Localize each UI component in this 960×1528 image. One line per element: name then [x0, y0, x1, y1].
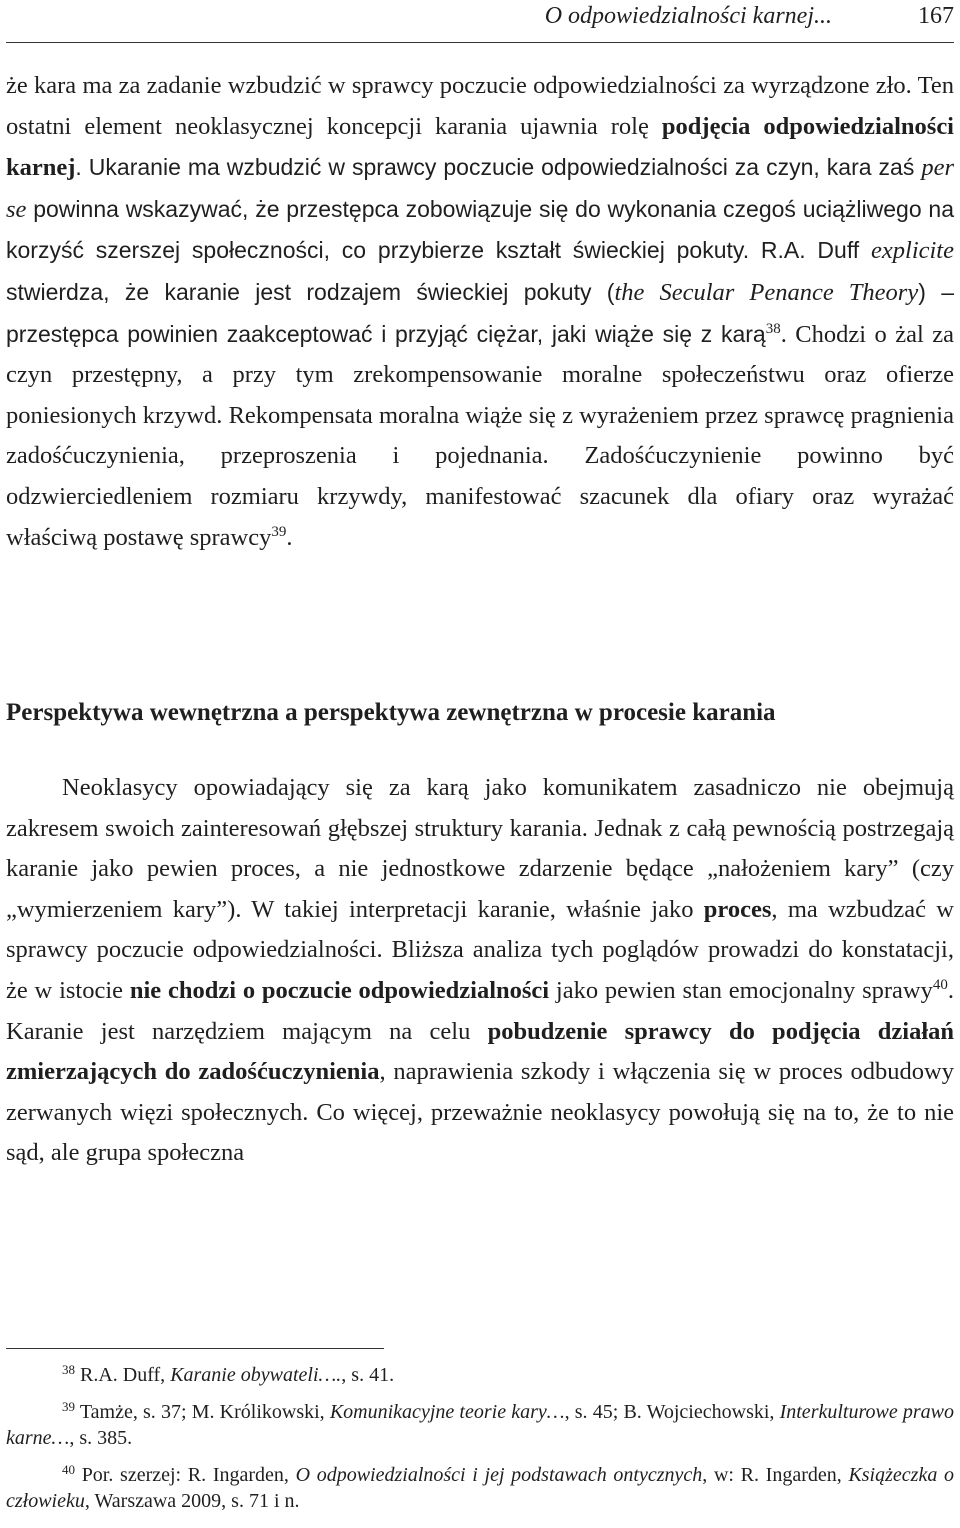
footnote-number: 40: [62, 1461, 75, 1477]
text-run: . Chodzi o żal za czyn przestępny, a przy tym zrekompensowanie moralne społeczeństwu oraz ofierze poniesionych krzywd. Rekompensata moralna wiąże się z wyrażeniem przez sprawcę pragnienia zadośćuczynienia, przeproszenia i pojednania. Zadośćuczynienie powinno być odzwierciedleniem rozmiaru krzywdy, manifestować szacunek dla ofiary oraz wyrażać właściwą postawę sprawcy: [6, 320, 954, 551]
section-heading: Perspektywa wewnętrzna a perspektywa zewnętrzna w procesie karania: [6, 699, 776, 726]
footnote-rule: [6, 1348, 384, 1349]
italic-phrase: per se: [6, 154, 954, 223]
footnote-38: [6, 1362, 954, 1388]
text-run: Neoklasycy opowiadający się za karą jako komunikatem zasadniczo nie obejmują zakresem swoich zainteresowań głębszej struktury karania. Jednak z całą pewnością postrzegają karanie jako pewien proces, a nie jednostkowe zdarzenie będące „nałożeniem kary” (czy „wymierzeniem kary”). W takiej interpretacji karanie, właśnie jako: [6, 774, 954, 923]
footnote-title: Komunikacyjne teorie kary…: [329, 1401, 565, 1423]
footnote-number: 39: [62, 1398, 75, 1414]
footnote-40: [6, 1462, 954, 1514]
footnote-text: , w: R. Ingarden,: [702, 1464, 849, 1486]
footnote-text: R.A. Duff,: [80, 1364, 171, 1386]
page-number: 167: [918, 3, 954, 29]
running-title: O odpowiedzialności karnej...: [544, 3, 832, 29]
footnote-title: Książeczka o człowieku: [6, 1464, 954, 1512]
italic-phrase: the Secular Penance Theory: [614, 278, 919, 306]
footnote-text: , s. 41.: [341, 1364, 395, 1386]
footnote-ref-38[interactable]: 38: [765, 320, 781, 337]
footnote-number: 38: [62, 1361, 75, 1377]
text-run: . Ukaranie ma wzbudzić w sprawcy poczucie odpowiedzialności za czyn, kara zaś: [75, 154, 922, 181]
paragraph-2: [6, 768, 954, 1174]
text-run: , ma wzbudzać w sprawcy poczucie odpowiedzialności. Bliższa analiza tych poglądów prowadzi do konstatacji, że w istocie: [6, 895, 954, 1004]
italic-phrase: explicite: [871, 237, 954, 265]
text-run: .: [286, 523, 293, 551]
footnote-title: O odpowiedzialności i jej podstawach ontycznych: [295, 1464, 703, 1486]
text-run: . Karanie jest narzędziem mającym na celu: [6, 976, 955, 1045]
text-run: ) – przestępca powinien zaakceptować i przyjąć ciężar, jaki wiąże się z karą: [6, 278, 955, 347]
text-run: powinna wskazywać, że przestępca zobowiązuje się do wykonania czegoś uciążliwego na korzyść szerszej społeczności, co przybierze kształt świeckiej pokuty. R.A. Duff: [6, 195, 954, 264]
footnote-text: , Warszawa 2009, s. 71 i n.: [84, 1490, 300, 1512]
bold-phrase: proces: [703, 895, 772, 923]
footnote-title: Karanie obywateli….: [170, 1364, 342, 1386]
bold-phrase: pobudzenie sprawcy do podjęcia działań zmierzających do zadośćuczynienia: [6, 1017, 955, 1086]
paragraph-1: [6, 66, 954, 558]
footnote-text: Tamże, s. 37; M. Królikowski,: [79, 1401, 330, 1423]
running-header: [0, 0, 954, 34]
header-rule: [6, 42, 954, 43]
footnote-text: , s. 385.: [69, 1427, 133, 1449]
footnote-ref-40[interactable]: 40: [932, 976, 948, 993]
footnotes: [6, 1362, 954, 1525]
text-run: jako pewien stan emocjonalny sprawy: [549, 976, 933, 1004]
footnote-title: Interkulturowe prawo karne…: [6, 1401, 955, 1449]
text-run: że kara ma za zadanie wzbudzić w sprawcy poczucie odpowiedzialności za wyrządzone zło. Ten ostatni element neoklasycznej koncepcji karania ujawnia rolę: [6, 72, 954, 140]
bold-phrase: podjęcia odpowiedzialności karnej: [6, 112, 954, 182]
footnote-ref-39[interactable]: 39: [271, 523, 287, 540]
text-run: stwierdza, że karanie jest rodzajem świeckiej pokuty (: [6, 278, 615, 305]
footnote-text: Por. szerzej: R. Ingarden,: [81, 1464, 296, 1486]
text-run: , naprawienia szkody i włączenia się w proces odbudowy zerwanych więzi społecznych. Co więcej, przeważnie neoklasycy powołują się na to, że to nie sąd, ale grupa społeczna: [6, 1058, 954, 1167]
footnote-39: [6, 1399, 954, 1451]
bold-phrase: nie chodzi o poczucie odpowiedzialności: [129, 976, 550, 1004]
footnote-text: , s. 45; B. Wojciechowski,: [564, 1401, 780, 1423]
